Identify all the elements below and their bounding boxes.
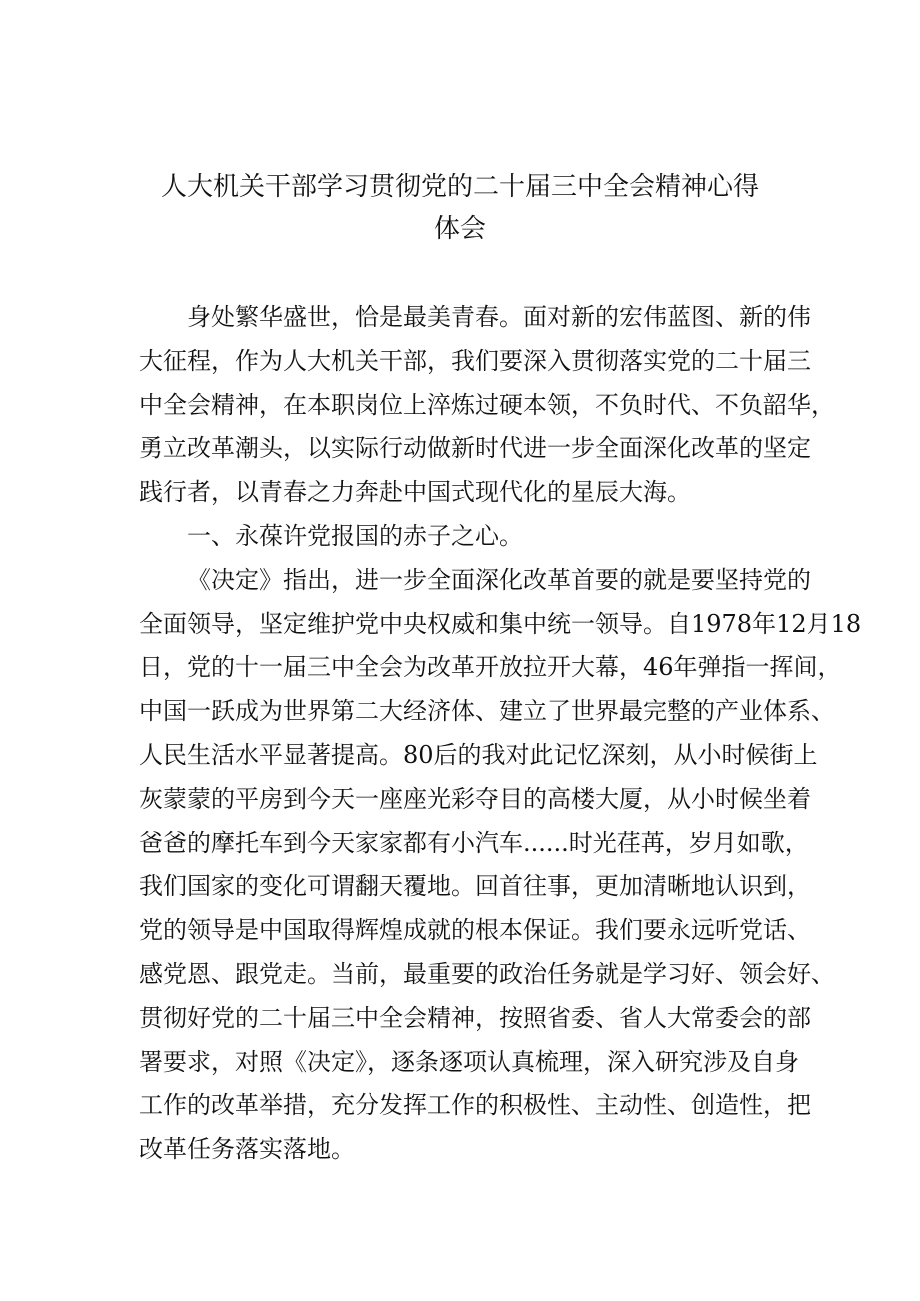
intro-line: 勇立改革潮头，以实际行动做新时代进一步全面深化改革的坚定 — [139, 434, 811, 463]
intro-line: 大征程，作为人大机关干部，我们要深入贯彻落实党的二十届三 — [139, 346, 811, 375]
body-line: 党的领导是中国取得辉煌成就的根本保证。我们要永远听党话、 — [139, 916, 811, 945]
body-line: 人民生活水平显著提高。80后的我对此记忆深刻，从小时候街上 — [139, 740, 818, 769]
intro-line: 践行者，以青春之力奔赴中国式现代化的星辰大海。 — [139, 478, 691, 507]
document-title — [100, 166, 820, 250]
title-line-2: 体会 — [433, 214, 486, 244]
body-line: 中国一跃成为世界第二大经济体、建立了世界最完整的产业体系、 — [139, 697, 835, 726]
document-body — [139, 296, 862, 1172]
intro-line: 中全会精神，在本职岗位上淬炼过硬本领，不负时代、不负韶华， — [139, 390, 835, 419]
body-line: 工作的改革举措，充分发挥工作的积极性、主动性、创造性，把 — [139, 1091, 811, 1120]
body-line: 日，党的十一届三中全会为改革开放拉开大幕，46年弹指一挥间， — [139, 653, 842, 682]
body-line: 署要求，对照《决定》，逐条逐项认真梳理，深入研究涉及自身 — [139, 1047, 799, 1076]
body-line: 灰蒙蒙的平房到今天一座座光彩夺目的高楼大厦，从小时候坐着 — [139, 784, 811, 813]
section-heading: 一、永葆许党报国的赤子之心。 — [187, 521, 523, 550]
body-line: 我们国家的变化可谓翻天覆地。回首往事，更加清晰地认识到， — [139, 872, 811, 901]
body-line: 贯彻好党的二十届三中全会精神，按照省委、省人大常委会的部 — [139, 1003, 811, 1032]
body-line: 感党恩、跟党走。当前，最重要的政治任务就是学习好、领会好、 — [139, 959, 835, 988]
title-line-1: 人大机关干部学习贯彻党的二十届三中全会精神心得 — [160, 172, 759, 202]
intro-line: 身处繁华盛世，恰是最美青春。面对新的宏伟蓝图、新的伟 — [187, 303, 811, 331]
body-line: 全面领导，坚定维护党中央权威和集中统一领导。自1978年12月18 — [139, 609, 862, 638]
body-line: 《决定》指出，进一步全面深化改革首要的就是要坚持党的 — [187, 565, 811, 594]
body-line: 爸爸的摩托车到今天家家都有小汽车......时光荏苒，岁月如歌， — [139, 828, 809, 857]
body-line: 改革任务落实落地。 — [139, 1135, 355, 1164]
intro-paragraph — [139, 296, 835, 515]
section-paragraph — [139, 559, 862, 1172]
